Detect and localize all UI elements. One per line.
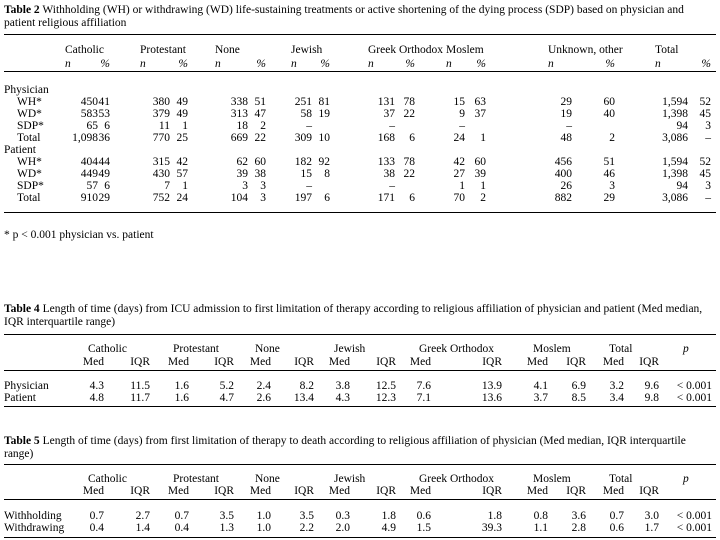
table4-med-header: Med	[82, 356, 104, 368]
table5-col-header: Moslem	[533, 473, 571, 485]
table4-cell: 4.1	[533, 380, 548, 392]
table2-cell-pct: 6	[104, 120, 110, 132]
table4-med-header: Med	[602, 356, 624, 368]
table4-cell: 7.1	[416, 392, 431, 404]
table2-cell-n: 450	[80, 96, 98, 108]
table2-cell-pct: 1	[182, 180, 188, 192]
table5-med-header: Med	[602, 485, 624, 497]
table2-cell-n: –	[306, 120, 312, 132]
table2-cell-n: –	[389, 180, 395, 192]
table2-cell-pct: 78	[403, 156, 415, 168]
table2-row-label: WD*	[17, 108, 42, 120]
table4-cell: 1.6	[174, 380, 189, 392]
table4-col-header: Jewish	[334, 343, 366, 355]
table2-cell-pct: 8	[324, 168, 330, 180]
table2-col-header: Protestant	[140, 44, 186, 56]
table2-cell-n: 11	[158, 120, 170, 132]
table2-n-header: n	[215, 58, 221, 70]
table2-cell-n: 38	[383, 168, 395, 180]
table2-cell-pct: 2	[260, 120, 266, 132]
table2-header-rule	[4, 71, 716, 72]
table2-cell-n: 65	[86, 120, 98, 132]
table2-cell-pct: 6	[324, 192, 330, 204]
table4-iqr-header: IQR	[376, 356, 396, 368]
table2-cell-pct: 51	[254, 96, 266, 108]
table2-row-label: WD*	[17, 168, 42, 180]
table5-cell: 3.5	[219, 510, 234, 522]
table4-cell: 4.3	[335, 392, 350, 404]
table2-cell-pct: 63	[474, 96, 486, 108]
table2-cell-pct: 29	[98, 192, 110, 204]
table5-cell: 2.0	[335, 522, 350, 534]
table2-pct-header: %	[178, 58, 188, 70]
table2-cell-n: 29	[560, 96, 572, 108]
table4-col-header: Catholic	[88, 343, 127, 355]
table2-cell-pct: –	[705, 192, 711, 204]
table5-cell: 0.7	[89, 510, 104, 522]
table2-cell-pct: 22	[403, 108, 415, 120]
table2-cell-n: 1,594	[662, 96, 688, 108]
table2-cell-pct: 47	[254, 108, 266, 120]
table2-cell-pct: 92	[318, 156, 330, 168]
table4-p-value: < 0.001	[676, 380, 712, 392]
table2-cell-pct: 1	[480, 180, 486, 192]
table2-cell-n: 131	[377, 96, 395, 108]
table4-col-header: Protestant	[173, 343, 219, 355]
table2-cell-pct: 25	[176, 132, 188, 144]
table2-cell-pct: 37	[474, 108, 486, 120]
table5-caption	[4, 435, 716, 461]
table2-row-label: WH*	[17, 156, 42, 168]
table4-cell: 1.6	[174, 392, 189, 404]
table2-cell-n: 449	[80, 168, 98, 180]
table2-row-label: WH*	[17, 96, 42, 108]
table2-cell-n: 3,086	[662, 132, 688, 144]
table4-cell: 4.8	[89, 392, 104, 404]
table5-med-header: Med	[82, 485, 104, 497]
table2-cell-pct: 24	[176, 192, 188, 204]
table4-cell: 8.5	[571, 392, 586, 404]
table2-cell-n: 1,594	[662, 156, 688, 168]
table2-cell-n: 24	[453, 132, 465, 144]
table2-cell-pct: 6	[409, 192, 415, 204]
table4-row-label: Physician	[4, 380, 49, 392]
table4-caption-label: Table 4	[4, 303, 40, 315]
table5-col-header: Protestant	[173, 473, 219, 485]
table2-cell-n: 380	[152, 96, 170, 108]
table5-cell: 0.3	[335, 510, 350, 522]
table2-bottom-rule	[4, 212, 716, 213]
table5-med-header: Med	[249, 485, 271, 497]
table4-bottom-rule	[4, 406, 716, 407]
table2-caption	[4, 4, 716, 30]
table2-cell-pct: 3	[260, 180, 266, 192]
table2-cell-n: –	[459, 120, 465, 132]
table2-cell-n: 315	[152, 156, 170, 168]
table2-cell-n: 400	[554, 168, 572, 180]
table2-cell-n: 133	[377, 156, 395, 168]
table2-cell-pct: 2	[480, 192, 486, 204]
table5-cell: 0.8	[533, 510, 548, 522]
table2-cell-pct: 39	[474, 168, 486, 180]
table4-cell: 9.6	[644, 380, 659, 392]
table4-cell: 2.4	[256, 380, 271, 392]
table4-caption	[4, 303, 716, 329]
table2-cell-n: 338	[230, 96, 248, 108]
table2-n-header: n	[548, 58, 554, 70]
table2-cell-pct: 40	[603, 108, 615, 120]
table2-cell-n: 58	[300, 108, 312, 120]
table5-cell: 1.0	[256, 522, 271, 534]
table2-row-label: SDP*	[17, 120, 44, 132]
table2-cell-n: 39	[236, 168, 248, 180]
table2-section-label: Physician	[4, 84, 49, 96]
table2-cell-n: 3,086	[662, 192, 688, 204]
table2-caption-text: Withholding (WH) or withdrawing (WD) life-sustaining treatments or active shortening of the dying process (SDP) based on physician and patient religious affiliation	[4, 4, 684, 29]
table2-row-label: Total	[17, 132, 41, 144]
table2-cell-n: 168	[377, 132, 395, 144]
table2-cell-n: 27	[453, 168, 465, 180]
table5-cell: 1.3	[219, 522, 234, 534]
table5-cell: 2.7	[135, 510, 150, 522]
table4-caption-text: Length of time (days) from ICU admission to first limitation of therapy according to religious affiliation of physician and patient (Med median, IQR interquartile range)	[4, 303, 703, 328]
table4-cell: 13.9	[481, 380, 502, 392]
table2-cell-pct: 60	[474, 156, 486, 168]
table2-cell-pct: 3	[705, 180, 711, 192]
table4-p-header: p	[683, 343, 689, 355]
table5-cell: 0.7	[609, 510, 624, 522]
table2-cell-pct: 51	[603, 156, 615, 168]
table2-caption-label: Table 2	[4, 4, 40, 16]
table4-cell: 8.2	[299, 380, 314, 392]
table2-cell-pct: 22	[254, 132, 266, 144]
table2-cell-pct: 49	[98, 168, 110, 180]
table2-section-label: Patient	[4, 144, 36, 156]
table2-pct-header: %	[256, 58, 266, 70]
table2-cell-n: 583	[80, 108, 98, 120]
table4-cell: 3.4	[609, 392, 624, 404]
table2-cell-n: 430	[152, 168, 170, 180]
table5-iqr-header: IQR	[482, 485, 502, 497]
table2-n-header: n	[368, 58, 374, 70]
table2-pct-header: %	[405, 58, 415, 70]
table5-col-header: None	[255, 473, 280, 485]
table2-cell-n: –	[566, 120, 572, 132]
table2-cell-pct: 1	[480, 132, 486, 144]
table4-cell: 11.7	[130, 392, 150, 404]
table2-pct-header: %	[100, 58, 110, 70]
table5-cell: 1.1	[533, 522, 548, 534]
table2-cell-pct: 60	[603, 96, 615, 108]
table2-cell-n: 669	[230, 132, 248, 144]
table2-cell-n: 15	[300, 168, 312, 180]
table2-cell-n: 57	[86, 180, 98, 192]
table5-cell: 3.5	[299, 510, 314, 522]
table4-cell: 13.4	[293, 392, 314, 404]
table2-cell-pct: 45	[699, 108, 711, 120]
table5-p-value: < 0.001	[676, 510, 712, 522]
table2-cell-pct: 52	[699, 156, 711, 168]
table2-n-header: n	[291, 58, 297, 70]
table2-cell-pct: –	[705, 132, 711, 144]
table5-cell: 2.2	[299, 522, 314, 534]
table5-cell: 1.7	[644, 522, 659, 534]
table4-iqr-header: IQR	[294, 356, 314, 368]
table4-cell: 11.5	[130, 380, 150, 392]
table5-iqr-header: IQR	[214, 485, 234, 497]
table2-cell-n: 1,398	[662, 168, 688, 180]
table4-iqr-header: IQR	[639, 356, 659, 368]
table2-cell-n: 7	[164, 180, 170, 192]
table2-cell-pct: 53	[98, 108, 110, 120]
table5-med-header: Med	[328, 485, 350, 497]
table5-cell: 0.7	[174, 510, 189, 522]
table4-cell: 7.6	[416, 380, 431, 392]
table2-col-header: None	[215, 44, 240, 56]
table4-cell: 12.3	[375, 392, 396, 404]
table4-cell: 2.6	[256, 392, 271, 404]
table5-cell: 1.4	[135, 522, 150, 534]
table4-col-header: Total	[609, 343, 633, 355]
table2-cell-pct: 41	[98, 96, 110, 108]
table2-cell-n: 1,098	[72, 132, 98, 144]
table4-med-header: Med	[249, 356, 271, 368]
table2-col-header: Moslem	[446, 44, 484, 56]
table2-n-header: n	[446, 58, 452, 70]
table2-cell-pct: 3	[260, 192, 266, 204]
table5-cell: 1.8	[381, 510, 396, 522]
table4-iqr-header: IQR	[566, 356, 586, 368]
table2-row-label: Total	[17, 192, 41, 204]
table4-cell: 6.9	[571, 380, 586, 392]
table4-col-header: Greek Orthodox	[419, 343, 495, 355]
table2-cell-n: 456	[554, 156, 572, 168]
table5-med-header: Med	[167, 485, 189, 497]
table5-top-rule	[4, 464, 716, 465]
table5-col-header: Jewish	[334, 473, 366, 485]
table2-pct-header: %	[605, 58, 615, 70]
table5-bottom-rule	[4, 537, 716, 538]
table2-col-header: Unknown, other	[548, 44, 623, 56]
table4-med-header: Med	[526, 356, 548, 368]
table5-col-header: Greek Orthodox	[419, 473, 495, 485]
table2-cell-pct: 10	[318, 132, 330, 144]
table2-cell-pct: 45	[699, 168, 711, 180]
table5-iqr-header: IQR	[294, 485, 314, 497]
table4-cell: 3.7	[533, 392, 548, 404]
table5-row-label: Withdrawing	[4, 522, 65, 534]
table2-cell-pct: 3	[705, 120, 711, 132]
table4-row-label: Patient	[4, 392, 36, 404]
table2-cell-n: 26	[560, 180, 572, 192]
table4-iqr-header: IQR	[482, 356, 502, 368]
table2-row-label: SDP*	[17, 180, 44, 192]
table4-cell: 9.8	[644, 392, 659, 404]
table2-pct-header: %	[320, 58, 330, 70]
table2-cell-n: 48	[560, 132, 572, 144]
table4-med-header: Med	[328, 356, 350, 368]
table2-n-header: n	[655, 58, 661, 70]
table4-cell: 13.6	[481, 392, 502, 404]
table4-med-header: Med	[409, 356, 431, 368]
table5-cell: 4.9	[381, 522, 396, 534]
table4-header-rule	[4, 370, 716, 371]
table2-cell-pct: 2	[609, 132, 615, 144]
table2-cell-n: 70	[453, 192, 465, 204]
table5-row-label: Withholding	[4, 510, 62, 522]
table2-cell-n: 19	[560, 108, 572, 120]
table2-cell-pct: 78	[403, 96, 415, 108]
table4-cell: 4.3	[89, 380, 104, 392]
table5-caption-text: Length of time (days) from first limitation of therapy to death according to religious affiliation of physician (Med median, IQR interquartile range)	[4, 435, 686, 460]
table4-cell: 4.7	[219, 392, 234, 404]
table2-cell-n: 15	[453, 96, 465, 108]
table2-cell-pct: 44	[98, 156, 110, 168]
table5-iqr-header: IQR	[566, 485, 586, 497]
table4-cell: 3.8	[335, 380, 350, 392]
table2-cell-n: 104	[230, 192, 248, 204]
table4-col-header: None	[255, 343, 280, 355]
table2-cell-pct: 81	[318, 96, 330, 108]
table2-col-header: Greek Orthodox	[368, 44, 444, 56]
table2-cell-n: 94	[676, 120, 688, 132]
table5-cell: 2.8	[571, 522, 586, 534]
table4-cell: 3.2	[609, 380, 624, 392]
table2-cell-n: 770	[152, 132, 170, 144]
table2-col-header: Total	[655, 44, 679, 56]
table5-col-header: Total	[609, 473, 633, 485]
table2-cell-n: 404	[80, 156, 98, 168]
table2-col-header: Catholic	[65, 44, 104, 56]
table2-cell-n: 37	[383, 108, 395, 120]
table2-pct-header: %	[701, 58, 711, 70]
table2-cell-n: 62	[236, 156, 248, 168]
table2-cell-n: 9	[459, 108, 465, 120]
table5-cell: 0.4	[89, 522, 104, 534]
table2-cell-n: 910	[80, 192, 98, 204]
table2-cell-n: 18	[236, 120, 248, 132]
table4-cell: 12.5	[375, 380, 396, 392]
table2-cell-pct: 1	[182, 120, 188, 132]
table2-cell-n: 379	[152, 108, 170, 120]
table4-cell: 5.2	[219, 380, 234, 392]
table2-cell-pct: 19	[318, 108, 330, 120]
table2-cell-pct: 49	[176, 96, 188, 108]
table5-iqr-header: IQR	[376, 485, 396, 497]
table2-cell-pct: 29	[603, 192, 615, 204]
table5-cell: 3.0	[644, 510, 659, 522]
table2-cell-pct: 42	[176, 156, 188, 168]
table2-cell-n: 309	[294, 132, 312, 144]
table2-top-rule	[4, 34, 716, 35]
table5-header-rule	[4, 499, 716, 500]
table2-cell-pct: 46	[603, 168, 615, 180]
table2-cell-pct: 36	[98, 132, 110, 144]
table4-iqr-header: IQR	[130, 356, 150, 368]
table5-iqr-header: IQR	[639, 485, 659, 497]
table2-cell-pct: 22	[403, 168, 415, 180]
table5-cell: 0.6	[416, 510, 431, 522]
table5-cell: 39.3	[481, 522, 502, 534]
table2-cell-pct: 52	[699, 96, 711, 108]
table5-p-value: < 0.001	[676, 522, 712, 534]
table5-med-header: Med	[409, 485, 431, 497]
table2-pct-header: %	[476, 58, 486, 70]
table2-cell-n: –	[389, 120, 395, 132]
table2-cell-n: 42	[453, 156, 465, 168]
table2-cell-n: 171	[377, 192, 395, 204]
table2-cell-n: 313	[230, 108, 248, 120]
table5-cell: 0.4	[174, 522, 189, 534]
table2-cell-n: 94	[676, 180, 688, 192]
table5-cell: 3.6	[571, 510, 586, 522]
table2-cell-pct: 60	[254, 156, 266, 168]
table2-cell-n: 197	[294, 192, 312, 204]
table2-cell-pct: 3	[609, 180, 615, 192]
table2-cell-n: 1	[459, 180, 465, 192]
table2-n-header: n	[140, 58, 146, 70]
table5-p-header: p	[683, 473, 689, 485]
table2-cell-pct: 6	[409, 132, 415, 144]
table2-cell-pct: 57	[176, 168, 188, 180]
table2-cell-n: 882	[554, 192, 572, 204]
table2-cell-n: –	[306, 180, 312, 192]
table5-col-header: Catholic	[88, 473, 127, 485]
table5-caption-label: Table 5	[4, 435, 40, 447]
table5-med-header: Med	[526, 485, 548, 497]
table2-cell-pct: 38	[254, 168, 266, 180]
table2-cell-pct: 6	[104, 180, 110, 192]
table4-top-rule	[4, 334, 716, 335]
table2-cell-n: 1,398	[662, 108, 688, 120]
table4-col-header: Moslem	[533, 343, 571, 355]
table2-cell-n: 182	[294, 156, 312, 168]
table4-iqr-header: IQR	[214, 356, 234, 368]
table2-footnote: * p < 0.001 physician vs. patient	[4, 229, 154, 241]
table4-p-value: < 0.001	[676, 392, 712, 404]
table5-cell: 1.8	[487, 510, 502, 522]
table5-iqr-header: IQR	[130, 485, 150, 497]
table2-cell-n: 251	[294, 96, 312, 108]
table2-col-header: Jewish	[291, 44, 323, 56]
table2-cell-pct: 49	[176, 108, 188, 120]
table5-cell: 0.6	[609, 522, 624, 534]
table2-cell-n: 752	[152, 192, 170, 204]
table5-cell: 1.0	[256, 510, 271, 522]
table4-med-header: Med	[167, 356, 189, 368]
table2-cell-n: 3	[242, 180, 248, 192]
table2-n-header: n	[65, 58, 71, 70]
table5-cell: 1.5	[416, 522, 431, 534]
